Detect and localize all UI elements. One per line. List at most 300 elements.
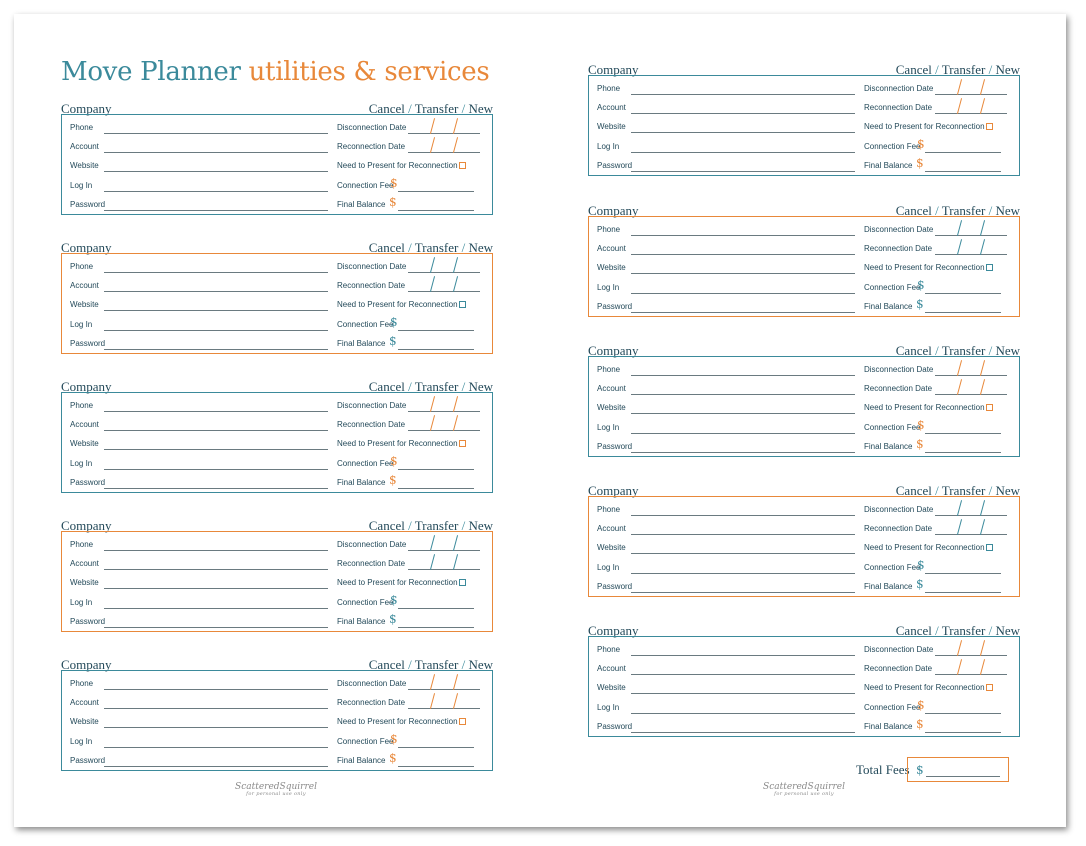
- website-field[interactable]: [631, 413, 855, 414]
- website-field[interactable]: [104, 449, 328, 450]
- company-details-box: [588, 75, 1020, 176]
- new-option[interactable]: New: [468, 518, 493, 533]
- final-balance-field[interactable]: [398, 627, 474, 628]
- transfer-option[interactable]: Transfer: [414, 101, 459, 116]
- company-label[interactable]: Company: [61, 518, 112, 533]
- login-field[interactable]: [104, 608, 328, 609]
- company-label[interactable]: Company: [588, 62, 639, 77]
- reconnection-checkbox[interactable]: [459, 579, 466, 586]
- company-block: [61, 101, 493, 219]
- account-field[interactable]: [104, 708, 328, 709]
- dollar-sign: $: [390, 454, 398, 468]
- separator: /: [408, 240, 412, 255]
- phone-label: Phone: [597, 84, 621, 93]
- reconnection-date-field[interactable]: [935, 254, 1007, 255]
- separator: /: [935, 203, 939, 218]
- separator: /: [935, 62, 939, 77]
- login-label: Log In: [70, 320, 93, 329]
- date-slash: [430, 535, 435, 551]
- final-balance-label: Final Balance: [864, 582, 913, 591]
- company-label[interactable]: Company: [588, 203, 639, 218]
- reconnection-checkbox[interactable]: [986, 264, 993, 271]
- date-slash: [453, 674, 458, 690]
- account-field[interactable]: [631, 254, 855, 255]
- cancel-option[interactable]: Cancel: [895, 483, 932, 498]
- title-move-planner: Move Planner: [61, 57, 241, 87]
- company-label[interactable]: Company: [61, 657, 112, 672]
- password-label: Password: [597, 302, 633, 311]
- website-label: Website: [597, 683, 626, 692]
- phone-label: Phone: [597, 225, 621, 234]
- login-field[interactable]: [631, 713, 855, 714]
- reconnection-checkbox[interactable]: [459, 718, 466, 725]
- final-balance-field[interactable]: [925, 312, 1001, 313]
- disconnection-date-label: Disconnection Date: [864, 645, 934, 654]
- transfer-option[interactable]: Transfer: [414, 379, 459, 394]
- dollar-sign: $: [389, 751, 397, 765]
- company-label[interactable]: Company: [61, 101, 112, 116]
- company-block: [61, 657, 493, 775]
- company-details-box: [588, 636, 1020, 737]
- transfer-option[interactable]: Transfer: [941, 623, 986, 638]
- dollar-sign: $: [390, 593, 398, 607]
- company-block: [588, 343, 1020, 461]
- login-field[interactable]: [104, 330, 328, 331]
- company-block: [61, 240, 493, 358]
- connection-fee-field[interactable]: [925, 433, 1001, 434]
- disconnection-date-label: Disconnection Date: [337, 123, 407, 132]
- account-label: Account: [597, 664, 626, 673]
- website-field[interactable]: [104, 727, 328, 728]
- date-slash: [453, 535, 458, 551]
- login-field[interactable]: [631, 433, 855, 434]
- phone-field[interactable]: [104, 550, 328, 551]
- reconnection-date-field[interactable]: [408, 708, 480, 709]
- transfer-option[interactable]: Transfer: [941, 343, 986, 358]
- company-block: [588, 62, 1020, 180]
- date-slash: [957, 98, 962, 114]
- phone-label: Phone: [70, 679, 94, 688]
- cancel-option[interactable]: Cancel: [895, 203, 932, 218]
- cancel-option[interactable]: Cancel: [895, 623, 932, 638]
- need-present-label: Need to Present for Reconnection: [864, 543, 985, 552]
- reconnection-date-field[interactable]: [408, 569, 480, 570]
- transfer-option[interactable]: Transfer: [414, 240, 459, 255]
- separator: /: [408, 379, 412, 394]
- connection-fee-field[interactable]: [398, 191, 474, 192]
- account-label: Account: [597, 103, 626, 112]
- company-details-box: [588, 356, 1020, 457]
- company-label[interactable]: Company: [588, 623, 639, 638]
- login-label: Log In: [597, 703, 620, 712]
- login-label: Log In: [597, 563, 620, 572]
- date-slash: [957, 640, 962, 656]
- dollar-sign: $: [916, 297, 924, 311]
- reconnection-checkbox[interactable]: [459, 162, 466, 169]
- connection-fee-field[interactable]: [398, 330, 474, 331]
- reconnection-date-field[interactable]: [408, 430, 480, 431]
- disconnection-date-field[interactable]: [935, 515, 1007, 516]
- page-title: [61, 57, 489, 87]
- separator: /: [461, 240, 466, 255]
- separator: /: [408, 518, 412, 533]
- connection-fee-label: Connection Fee: [864, 142, 921, 151]
- account-field[interactable]: [631, 534, 855, 535]
- reconnection-date-label: Reconnection Date: [864, 524, 933, 533]
- cancel-option[interactable]: Cancel: [368, 240, 405, 255]
- new-option[interactable]: New: [995, 203, 1020, 218]
- cancel-option[interactable]: Cancel: [895, 62, 932, 77]
- date-slash: [430, 137, 435, 153]
- final-balance-label: Final Balance: [337, 756, 386, 765]
- transfer-option[interactable]: Transfer: [414, 657, 459, 672]
- date-slash: [453, 415, 458, 431]
- dollar-sign: $: [917, 278, 925, 292]
- separator: /: [461, 518, 466, 533]
- total-dollar-sign: $: [916, 763, 924, 777]
- login-label: Log In: [70, 459, 93, 468]
- reconnection-date-label: Reconnection Date: [337, 698, 406, 707]
- website-label: Website: [597, 122, 626, 131]
- dollar-sign: $: [917, 558, 925, 572]
- account-field[interactable]: [104, 291, 328, 292]
- reconnection-date-label: Reconnection Date: [337, 142, 406, 151]
- connection-fee-label: Connection Fee: [337, 181, 394, 190]
- connection-fee-label: Connection Fee: [864, 423, 921, 432]
- date-slash: [430, 674, 435, 690]
- phone-field[interactable]: [631, 655, 855, 656]
- connection-fee-label: Connection Fee: [337, 598, 394, 607]
- disconnection-date-field[interactable]: [935, 655, 1007, 656]
- new-option[interactable]: New: [468, 101, 493, 116]
- disconnection-date-label: Disconnection Date: [337, 262, 407, 271]
- cancel-option[interactable]: Cancel: [895, 343, 932, 358]
- phone-field[interactable]: [631, 375, 855, 376]
- final-balance-field[interactable]: [925, 171, 1001, 172]
- login-field[interactable]: [104, 469, 328, 470]
- separator: /: [935, 343, 939, 358]
- website-field[interactable]: [631, 132, 855, 133]
- title-utilities-services: utilities & services: [248, 57, 490, 87]
- login-label: Log In: [70, 598, 93, 607]
- password-field[interactable]: [631, 312, 855, 313]
- disconnection-date-field[interactable]: [935, 94, 1007, 95]
- password-field[interactable]: [104, 627, 328, 628]
- connection-fee-field[interactable]: [925, 713, 1001, 714]
- website-field[interactable]: [104, 171, 328, 172]
- phone-label: Phone: [597, 365, 621, 374]
- date-slash: [957, 79, 962, 95]
- transfer-option[interactable]: Transfer: [941, 62, 986, 77]
- total-fees-box[interactable]: [907, 757, 1009, 782]
- new-option[interactable]: New: [468, 657, 493, 672]
- company-details-box: [588, 496, 1020, 597]
- account-label: Account: [70, 281, 99, 290]
- separator: /: [461, 101, 466, 116]
- account-label: Account: [70, 420, 99, 429]
- reconnection-checkbox[interactable]: [986, 684, 993, 691]
- password-field[interactable]: [631, 592, 855, 593]
- connection-fee-label: Connection Fee: [864, 283, 921, 292]
- date-slash: [980, 98, 985, 114]
- separator: /: [461, 379, 466, 394]
- date-slash: [430, 554, 435, 570]
- date-slash: [980, 640, 985, 656]
- disconnection-date-label: Disconnection Date: [337, 540, 407, 549]
- website-field[interactable]: [104, 588, 328, 589]
- connection-fee-field[interactable]: [398, 747, 474, 748]
- password-label: Password: [597, 582, 633, 591]
- date-slash: [430, 257, 435, 273]
- date-slash: [957, 500, 962, 516]
- account-field[interactable]: [631, 394, 855, 395]
- dollar-sign: $: [917, 137, 925, 151]
- phone-field[interactable]: [631, 235, 855, 236]
- company-details-box: [61, 670, 493, 771]
- reconnection-date-field[interactable]: [935, 674, 1007, 675]
- separator: /: [408, 101, 412, 116]
- password-label: Password: [70, 617, 106, 626]
- date-slash: [430, 276, 435, 292]
- disconnection-date-label: Disconnection Date: [864, 505, 934, 514]
- date-slash: [453, 118, 458, 134]
- final-balance-field[interactable]: [398, 349, 474, 350]
- need-present-label: Need to Present for Reconnection: [337, 161, 458, 170]
- date-slash: [980, 220, 985, 236]
- reconnection-date-field[interactable]: [935, 394, 1007, 395]
- website-label: Website: [70, 161, 99, 170]
- website-label: Website: [70, 578, 99, 587]
- separator: /: [935, 623, 939, 638]
- need-present-label: Need to Present for Reconnection: [337, 300, 458, 309]
- company-block: [588, 203, 1020, 321]
- disconnection-date-field[interactable]: [408, 689, 480, 690]
- website-label: Website: [597, 403, 626, 412]
- reconnection-date-label: Reconnection Date: [337, 281, 406, 290]
- dollar-sign: $: [390, 732, 398, 746]
- phone-field[interactable]: [631, 515, 855, 516]
- password-label: Password: [597, 442, 633, 451]
- connection-fee-field[interactable]: [925, 573, 1001, 574]
- account-field[interactable]: [631, 674, 855, 675]
- account-field[interactable]: [104, 152, 328, 153]
- date-slash: [430, 396, 435, 412]
- phone-field[interactable]: [104, 133, 328, 134]
- date-slash: [980, 360, 985, 376]
- company-label[interactable]: Company: [588, 343, 639, 358]
- dollar-sign: $: [390, 315, 398, 329]
- final-balance-field[interactable]: [925, 452, 1001, 453]
- account-label: Account: [70, 559, 99, 568]
- date-slash: [980, 659, 985, 675]
- final-balance-label: Final Balance: [864, 161, 913, 170]
- cancel-option[interactable]: Cancel: [368, 518, 405, 533]
- need-present-label: Need to Present for Reconnection: [337, 717, 458, 726]
- password-field[interactable]: [631, 732, 855, 733]
- website-field[interactable]: [631, 553, 855, 554]
- final-balance-field[interactable]: [398, 210, 474, 211]
- need-present-label: Need to Present for Reconnection: [337, 578, 458, 587]
- final-balance-field[interactable]: [398, 488, 474, 489]
- dollar-sign: $: [389, 195, 397, 209]
- phone-field[interactable]: [104, 272, 328, 273]
- final-balance-label: Final Balance: [337, 478, 386, 487]
- dollar-sign: $: [390, 176, 398, 190]
- company-label[interactable]: Company: [61, 240, 112, 255]
- account-label: Account: [70, 142, 99, 151]
- final-balance-field[interactable]: [925, 592, 1001, 593]
- website-label: Website: [597, 263, 626, 272]
- connection-fee-field[interactable]: [925, 152, 1001, 153]
- reconnection-checkbox[interactable]: [986, 404, 993, 411]
- account-field[interactable]: [631, 113, 855, 114]
- login-field[interactable]: [631, 573, 855, 574]
- connection-fee-label: Connection Fee: [337, 459, 394, 468]
- disconnection-date-label: Disconnection Date: [864, 84, 934, 93]
- company-details-box: [61, 253, 493, 354]
- connection-fee-field[interactable]: [398, 608, 474, 609]
- phone-field[interactable]: [104, 411, 328, 412]
- account-label: Account: [597, 524, 626, 533]
- need-present-label: Need to Present for Reconnection: [864, 683, 985, 692]
- login-label: Log In: [597, 283, 620, 292]
- date-slash: [980, 519, 985, 535]
- website-label: Website: [70, 300, 99, 309]
- new-option[interactable]: New: [468, 240, 493, 255]
- date-slash: [957, 519, 962, 535]
- date-slash: [957, 659, 962, 675]
- final-balance-field[interactable]: [925, 732, 1001, 733]
- final-balance-label: Final Balance: [864, 722, 913, 731]
- connection-fee-label: Connection Fee: [337, 320, 394, 329]
- total-fees-label: Total Fees: [856, 762, 910, 777]
- reconnection-date-label: Reconnection Date: [337, 559, 406, 568]
- login-label: Log In: [597, 423, 620, 432]
- account-label: Account: [597, 384, 626, 393]
- reconnection-checkbox[interactable]: [986, 544, 993, 551]
- login-label: Log In: [70, 737, 93, 746]
- password-label: Password: [70, 756, 106, 765]
- transfer-option[interactable]: Transfer: [941, 203, 986, 218]
- dollar-sign: $: [916, 577, 924, 591]
- date-slash: [957, 360, 962, 376]
- connection-fee-field[interactable]: [398, 469, 474, 470]
- cancel-option[interactable]: Cancel: [368, 101, 405, 116]
- website-field[interactable]: [631, 273, 855, 274]
- date-slash: [430, 693, 435, 709]
- phone-field[interactable]: [104, 689, 328, 690]
- password-label: Password: [70, 200, 106, 209]
- transfer-option[interactable]: Transfer: [941, 483, 986, 498]
- website-field[interactable]: [104, 310, 328, 311]
- reconnection-checkbox[interactable]: [986, 123, 993, 130]
- reconnection-checkbox[interactable]: [459, 440, 466, 447]
- disconnection-date-label: Disconnection Date: [337, 679, 407, 688]
- phone-field[interactable]: [631, 94, 855, 95]
- connection-fee-field[interactable]: [925, 293, 1001, 294]
- phone-label: Phone: [70, 540, 94, 549]
- password-label: Password: [597, 161, 633, 170]
- website-field[interactable]: [631, 693, 855, 694]
- dollar-sign: $: [916, 156, 924, 170]
- reconnection-date-label: Reconnection Date: [864, 244, 933, 253]
- new-option[interactable]: New: [995, 483, 1020, 498]
- transfer-option[interactable]: Transfer: [414, 518, 459, 533]
- website-label: Website: [597, 543, 626, 552]
- new-option[interactable]: New: [995, 62, 1020, 77]
- password-field[interactable]: [104, 488, 328, 489]
- company-label[interactable]: Company: [588, 483, 639, 498]
- dollar-sign: $: [389, 612, 397, 626]
- date-slash: [957, 239, 962, 255]
- account-field[interactable]: [104, 569, 328, 570]
- reconnection-checkbox[interactable]: [459, 301, 466, 308]
- disconnection-date-field[interactable]: [408, 272, 480, 273]
- login-field[interactable]: [104, 191, 328, 192]
- login-field[interactable]: [104, 747, 328, 748]
- reconnection-date-field[interactable]: [935, 113, 1007, 114]
- need-present-label: Need to Present for Reconnection: [864, 122, 985, 131]
- separator: /: [988, 203, 993, 218]
- account-label: Account: [70, 698, 99, 707]
- new-option[interactable]: New: [995, 623, 1020, 638]
- final-balance-label: Final Balance: [337, 339, 386, 348]
- phone-label: Phone: [597, 645, 621, 654]
- password-field[interactable]: [104, 766, 328, 767]
- date-slash: [453, 554, 458, 570]
- company-details-box: [588, 216, 1020, 317]
- password-field[interactable]: [104, 349, 328, 350]
- company-block: [588, 483, 1020, 601]
- cancel-option[interactable]: Cancel: [368, 379, 405, 394]
- disconnection-date-label: Disconnection Date: [864, 365, 934, 374]
- disconnection-date-field[interactable]: [408, 550, 480, 551]
- password-field[interactable]: [104, 210, 328, 211]
- new-option[interactable]: New: [995, 343, 1020, 358]
- disconnection-date-label: Disconnection Date: [337, 401, 407, 410]
- reconnection-date-field[interactable]: [935, 534, 1007, 535]
- company-label[interactable]: Company: [61, 379, 112, 394]
- reconnection-date-label: Reconnection Date: [864, 103, 933, 112]
- disconnection-date-field[interactable]: [408, 411, 480, 412]
- disconnection-date-field[interactable]: [935, 375, 1007, 376]
- reconnection-date-field[interactable]: [408, 152, 480, 153]
- date-slash: [980, 239, 985, 255]
- connection-fee-label: Connection Fee: [864, 703, 921, 712]
- password-field[interactable]: [631, 452, 855, 453]
- company-block: [61, 518, 493, 636]
- disconnection-date-field[interactable]: [408, 133, 480, 134]
- password-field[interactable]: [631, 171, 855, 172]
- reconnection-date-field[interactable]: [408, 291, 480, 292]
- new-option[interactable]: New: [468, 379, 493, 394]
- final-balance-field[interactable]: [398, 766, 474, 767]
- account-field[interactable]: [104, 430, 328, 431]
- disconnection-date-field[interactable]: [935, 235, 1007, 236]
- need-present-label: Need to Present for Reconnection: [337, 439, 458, 448]
- reconnection-date-label: Reconnection Date: [864, 384, 933, 393]
- website-label: Website: [70, 717, 99, 726]
- login-field[interactable]: [631, 293, 855, 294]
- logo-subtext: for personal use only: [774, 791, 834, 797]
- reconnection-date-label: Reconnection Date: [864, 664, 933, 673]
- cancel-option[interactable]: Cancel: [368, 657, 405, 672]
- date-slash: [980, 379, 985, 395]
- logo-left: [226, 783, 326, 797]
- logo-text: ScatteredSquirrel: [235, 782, 317, 792]
- login-field[interactable]: [631, 152, 855, 153]
- separator: /: [461, 657, 466, 672]
